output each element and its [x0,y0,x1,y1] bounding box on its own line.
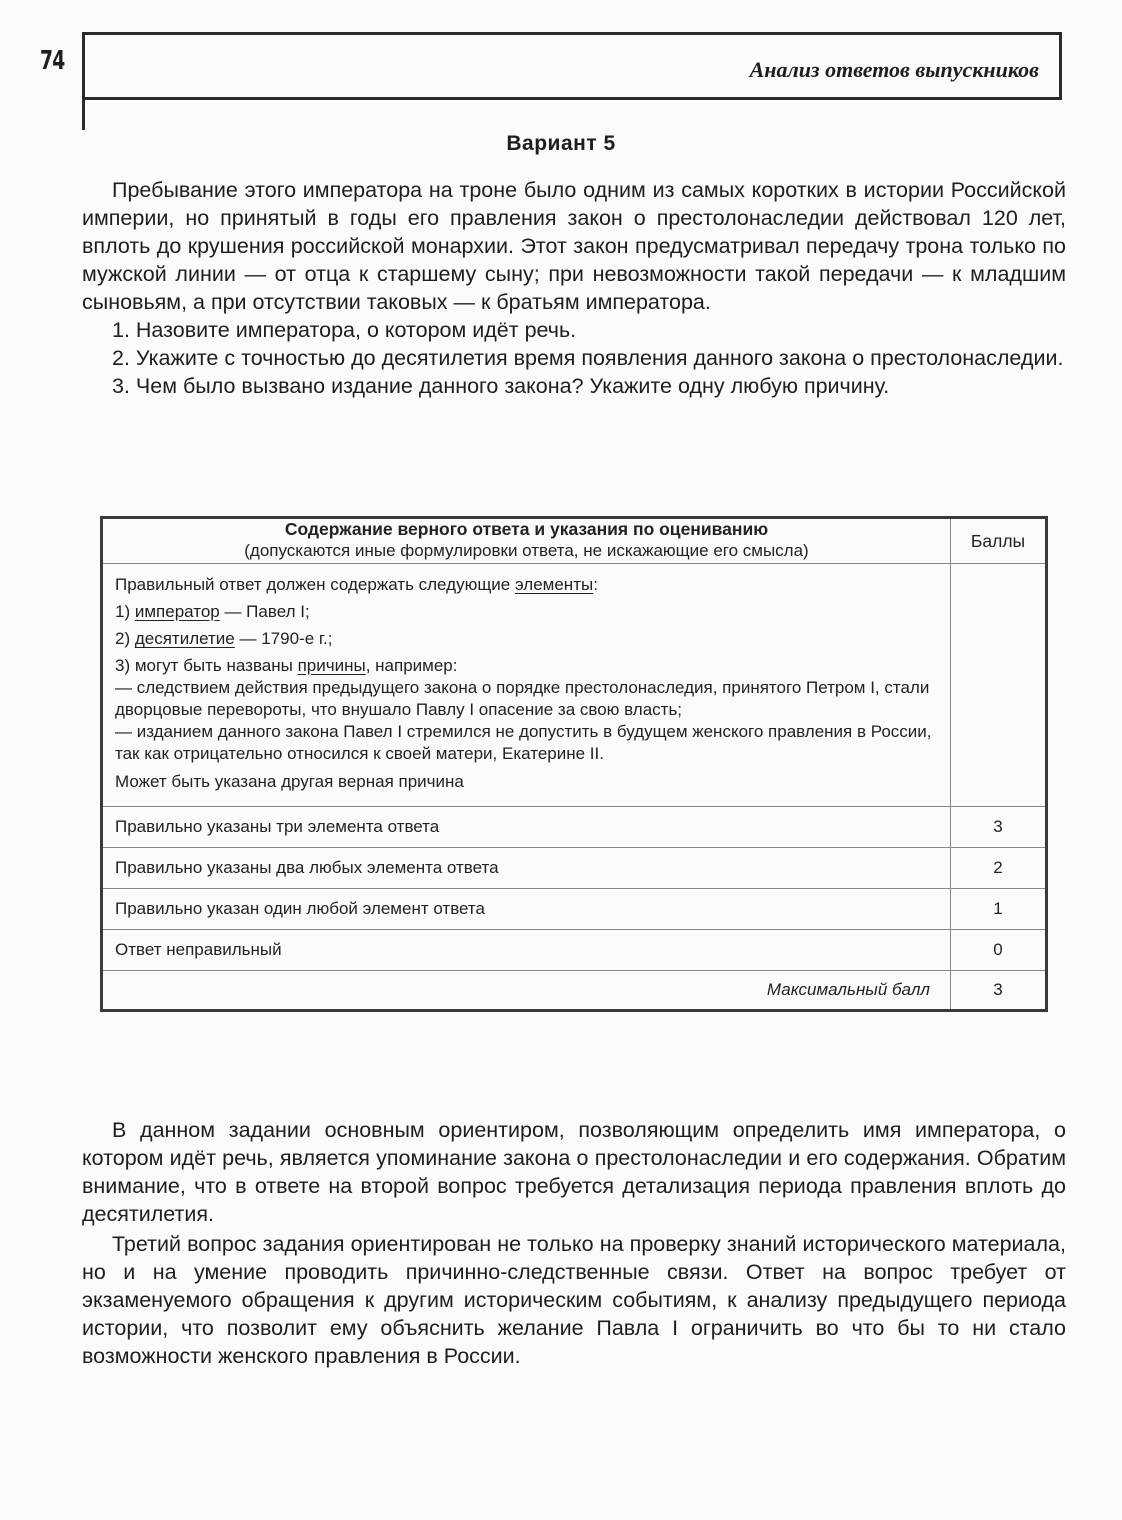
criterion-points: 3 [951,807,1047,848]
max-score-label: Максимальный балл [102,971,951,1011]
answer-points-cell [951,564,1047,807]
question-3: 3. Чем было вызвано издание данного закона? Укажите одну любую причину. [112,374,890,398]
criterion-row [102,848,1047,889]
variant-title: Вариант 5 [506,132,616,155]
answer-item-3: 3) могут быть названы причины, например: — следствием действия предыдущего закона о порядке престолонаследия, принятого Петром I, стали дворцовые перевороты, что внушало Павлу I опасение за свою власть; — изданием данного закона Павел I стремился не допустить в будущем женского правления в России, так как отрицательно относился к своей матери, Екатерине II. [115,655,938,765]
grading-table [100,516,1048,1012]
answer-reason-2: — изданием данного закона Павел I стремился не допустить в будущем женского правления в России, так как отрицательно относился к своей матери, Екатерине II. [115,722,932,763]
criterion-points: 1 [951,889,1047,930]
question-2: 2. Укажите с точностью до десятилетия время появления данного закона о престолонаследии. [112,346,1064,370]
content-header-title: Содержание верного ответа и указания по оцениванию [284,519,769,539]
answer-item-1: 1) император — Павел I; [115,602,310,621]
max-score-points: 3 [951,971,1047,1011]
content-header-subtitle: (допускаются иные формулировки ответа, не искажающие его смысла) [244,541,809,560]
header-rule [82,96,85,130]
criterion-text: Ответ неправильный [102,930,951,971]
answer-content [102,564,951,807]
answer-other: Может быть указана другая верная причина [115,772,464,791]
analysis-paragraph-1: В данном задании основным ориентиром, позволяющим определить имя императора, о котором идёт речь, является упоминание закона о престолонаследии и его содержания. Обратим внимание, что в ответе на второй вопрос требуется детализация периода правления вплоть до десятилетия. [82,1118,1066,1226]
criterion-text: Правильно указаны два любых элемента ответа [102,848,951,889]
running-header [82,32,1062,100]
answer-reason-1: — следствием действия предыдущего закона о порядке престолонаследия, принятого Петром I, стали дворцовые перевороты, что внушало Павлу I опасение за свою власть; [115,678,930,719]
criterion-points: 0 [951,930,1047,971]
task-text [82,176,1066,400]
answer-row [102,564,1047,807]
running-title: Анализ ответов выпускников [749,57,1039,82]
points-header: Баллы [951,518,1047,564]
page-number: 74 [40,46,65,76]
max-score-row [102,971,1047,1011]
criterion-points: 2 [951,848,1047,889]
analysis-text [82,1116,1066,1372]
question-1: 1. Назовите императора, о котором идёт речь. [112,318,577,342]
criterion-row [102,807,1047,848]
analysis-paragraph-2: Третий вопрос задания ориентирован не только на проверку знаний исторического материала, но и на умение проводить причинно-следственные связи. Ответ на вопрос требует от экзаменуемого обращения к другим историческим событиям, к анализу предыдущего периода истории, что позволит ему объяснить желание Павла I ограничить во что бы то ни стало возможности женского правления в России. [82,1232,1066,1368]
table-header-row [102,518,1047,564]
content-header [102,518,951,564]
answer-item-2: 2) десятилетие — 1790-е г.; [115,629,333,648]
criterion-text: Правильно указан один любой элемент ответа [102,889,951,930]
task-paragraph: Пребывание этого императора на троне было одним из самых коротких в истории Российской империи, но принятый в годы его правления закон о престолонаследии действовал 120 лет, вплоть до крушения российской монархии. Этот закон предусматривал передачу трона только по мужской линии — от отца к старшему сыну; при невозможности такой передачи — к младшим сыновьям, а при отсутствии таковых — к братьям императора. [82,178,1066,314]
criterion-text: Правильно указаны три элемента ответа [102,807,951,848]
answer-intro: Правильный ответ должен содержать следующие элементы: [115,575,598,594]
criterion-row [102,930,1047,971]
criterion-row [102,889,1047,930]
